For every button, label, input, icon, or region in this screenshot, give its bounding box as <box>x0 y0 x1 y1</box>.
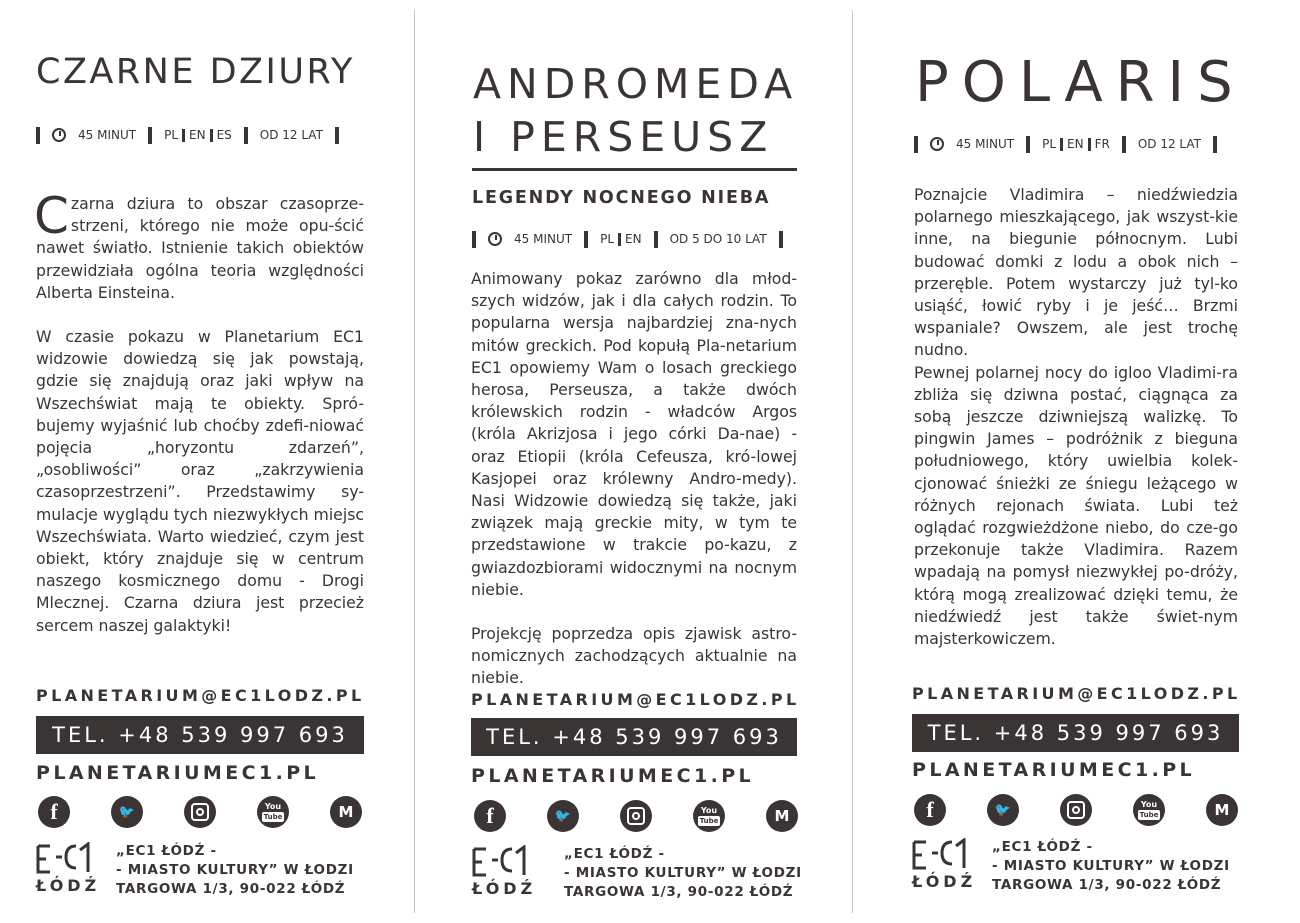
panel-subtitle: LEGENDY NOCNEGO NIEBA <box>472 188 771 208</box>
paragraph: W czasie pokazu w Planetarium EC1 widzowie dowiedzą się jak powstają, gdzie się znajdują oraz jaki wpływ na Wszechświat mają te obiekty. Spró-bujemy wyjaśnić lub choćby zdefi-niować pojęcia „horyzontu zdarzeń”, „osobliwości” oraz „zakrzywienia czasoprzestrzeni”. Przedstawimy sy-mulacje wyglądu tych niezwykłych miejsc Wszechświata. Warto wiedzieć, czym jest obiekt, który znajduje się w centrum naszego kosmicznego domu - Drogi Mlecznej. Czarna dziura jest przecież sercem naszej galaktyki! <box>36 327 364 635</box>
instagram-icon[interactable] <box>620 800 652 832</box>
title-rule <box>472 168 797 171</box>
youtube-tube: Tube <box>1139 810 1159 819</box>
address-line: TARGOWA 1/3, 90-022 ŁÓDŹ <box>116 881 346 897</box>
address-line: „EC1 ŁÓDŹ - <box>116 843 217 859</box>
ec1-logo-mark <box>912 838 978 872</box>
divider <box>779 231 783 248</box>
email-address: PLANETARIUM@EC1LODZ.PL <box>471 690 800 709</box>
address-line: - MIASTO KULTURY” W ŁODZI <box>116 862 354 878</box>
clock-icon <box>52 128 66 142</box>
age-rating: OD 12 LAT <box>1137 137 1201 151</box>
instagram-icon[interactable] <box>1060 794 1092 826</box>
ec1-logo <box>36 842 102 896</box>
panel-title-line-2: I PERSEUSZ <box>473 113 774 161</box>
logo-city: ŁÓDŹ <box>472 879 537 898</box>
clock-icon <box>488 232 502 246</box>
ec1-logo <box>472 845 538 899</box>
divider <box>1088 138 1091 151</box>
medium-icon[interactable]: M <box>330 796 362 828</box>
address <box>564 845 802 902</box>
lang-2: EN <box>1067 137 1084 151</box>
divider <box>472 231 476 248</box>
divider <box>584 231 588 248</box>
divider <box>182 129 185 142</box>
divider <box>36 127 40 144</box>
duration: 45 MINUT <box>956 137 1015 151</box>
divider <box>244 127 248 144</box>
phone-number: TEL. +48 539 997 693 <box>36 716 364 754</box>
drop-cap: C <box>34 187 69 245</box>
panel-title: CZARNE DZIURY <box>36 52 355 92</box>
ec1-logo <box>912 838 978 892</box>
facebook-icon[interactable]: f <box>38 796 70 828</box>
facebook-icon[interactable]: f <box>474 800 506 832</box>
divider <box>654 231 658 248</box>
youtube-you: You <box>700 805 718 815</box>
twitter-icon[interactable]: 🐦 <box>111 796 143 828</box>
clock-icon <box>930 137 944 151</box>
paragraph-text: zarna dziura to obszar czasoprze-strzeni, którego nie może opu-ścić nawet światło. Istnienie takich obiektów przewidziała ogólna teoria względności Alberta Einsteina. <box>36 194 364 302</box>
show-info-bar <box>472 230 783 248</box>
address-line: TARGOWA 1/3, 90-022 ŁÓDŹ <box>992 877 1222 893</box>
address-line: „EC1 ŁÓDŹ - <box>992 839 1093 855</box>
paragraph: Pewnej polarnej nocy do igloo Vladimi-ra zbliża się dziwna postać, ciągnąca za sobą jeszcze dziwniejszą walizkę. To pingwin James – podróżnik z bieguna południowego, który uwielbia kolek-cjonować śnieżki ze śniegu leżącego w różnych rejonach świata. Lubi też oglądać rozgwieżdżone niebo, do cze-go przekonuje także Vladimira. Razem wpadają na pomysł niezwykłej po-dróży, którą mogą zrealizować dzięki temu, że niedźwiedź jest także świet-nym majsterkowiczem. <box>914 362 1238 649</box>
divider <box>335 127 339 144</box>
panel-czarne-dziury <box>0 0 414 923</box>
social-icons <box>38 796 362 828</box>
divider <box>210 129 213 142</box>
divider <box>1026 136 1030 153</box>
lang-1: PL <box>600 232 614 246</box>
lang-3: FR <box>1094 137 1110 151</box>
divider <box>148 127 152 144</box>
youtube-you: You <box>1140 799 1158 809</box>
website-address: PLANETARIUMEC1.PL <box>912 759 1196 781</box>
youtube-icon[interactable] <box>693 800 725 832</box>
description <box>471 268 797 690</box>
address-line: - MIASTO KULTURY” W ŁODZI <box>992 858 1230 874</box>
divider <box>1122 136 1126 153</box>
description <box>914 184 1238 650</box>
youtube-tube: Tube <box>263 812 283 821</box>
twitter-icon[interactable]: 🐦 <box>987 794 1019 826</box>
lang-1: PL <box>1042 137 1056 151</box>
age-rating: OD 12 LAT <box>259 128 323 142</box>
phone-number: TEL. +48 539 997 693 <box>471 718 797 756</box>
youtube-tube: Tube <box>699 816 719 825</box>
divider <box>1060 138 1063 151</box>
twitter-icon[interactable]: 🐦 <box>547 800 579 832</box>
address-line: - MIASTO KULTURY” W ŁODZI <box>564 865 802 881</box>
ec1-logo-mark <box>472 845 538 879</box>
address <box>116 842 354 899</box>
show-info-bar <box>36 126 339 144</box>
ec1-logo-mark <box>36 842 102 876</box>
divider <box>1213 136 1217 153</box>
show-info-bar <box>914 135 1217 153</box>
description <box>34 187 364 637</box>
paragraph: Poznajcie Vladimira – niedźwiedzia polarnego mieszkającego, jak wszyst-kie inne, na biegunie północnym. Lubi budować domki z lodu a obok nich – przeręble. Potem wystarczy już tyl-ko usiąść, łowić ryby i je jeść… Brzmi wspaniale? Owszem, ale jest trochę nudno. <box>914 185 1238 360</box>
panel-andromeda <box>414 0 852 923</box>
medium-icon[interactable]: M <box>1206 794 1238 826</box>
lang-2: EN <box>625 232 642 246</box>
duration: 45 MINUT <box>78 128 137 142</box>
duration: 45 MINUT <box>514 232 573 246</box>
youtube-you: You <box>264 801 282 811</box>
medium-icon[interactable]: M <box>766 800 798 832</box>
social-icons <box>474 800 798 832</box>
address-line: TARGOWA 1/3, 90-022 ŁÓDŹ <box>564 884 794 900</box>
website-address: PLANETARIUMEC1.PL <box>36 762 320 784</box>
email-address: PLANETARIUM@EC1LODZ.PL <box>36 686 365 705</box>
panel-title-line-1: ANDROMEDA <box>473 60 799 108</box>
lang-2: EN <box>189 128 206 142</box>
paragraph <box>34 187 364 304</box>
divider <box>914 136 918 153</box>
address-line: „EC1 ŁÓDŹ - <box>564 846 665 862</box>
logo-city: ŁÓDŹ <box>36 876 101 895</box>
panel-polaris <box>852 0 1300 923</box>
youtube-icon[interactable] <box>1133 794 1165 826</box>
instagram-icon[interactable] <box>184 796 216 828</box>
email-address: PLANETARIUM@EC1LODZ.PL <box>912 684 1241 703</box>
lang-3: ES <box>216 128 232 142</box>
age-rating: OD 5 DO 10 LAT <box>669 232 767 246</box>
facebook-icon[interactable]: f <box>914 794 946 826</box>
divider <box>618 233 621 246</box>
youtube-icon[interactable] <box>257 796 289 828</box>
phone-number: TEL. +48 539 997 693 <box>912 714 1239 752</box>
lang-1: PL <box>164 128 178 142</box>
paragraph: Projekcję poprzedza opis zjawisk astro-nomicznych zachodzących aktualnie na niebie. <box>471 624 797 688</box>
address <box>992 838 1230 895</box>
panel-title: POLARIS <box>915 50 1246 115</box>
social-icons <box>914 794 1238 826</box>
logo-city: ŁÓDŹ <box>912 872 977 891</box>
website-address: PLANETARIUMEC1.PL <box>471 765 755 787</box>
paragraph: Animowany pokaz zarówno dla młod-szych widzów, jak i dla całych rodzin. To popularna wersja najbardziej zna-nych mitów greckich. Pod kopułą Pla-netarium EC1 opowiemy Wam o losach greckiego herosa, Perseusza, a także dwóch królewskich rodzin - władców Argos (króla Akrizjosa i jego córki Da-nae) - oraz Etiopii (króla Cefeusza, kró-lowej Kasjopei oraz królewny Andro-medy). Nasi Widzowie dowiedzą się także, jaki związek mają greckie mity, w tym te przedstawione w trakcie po-kazu, z gwiazdozbiorami widocznymi na nocnym niebie. <box>471 269 797 599</box>
